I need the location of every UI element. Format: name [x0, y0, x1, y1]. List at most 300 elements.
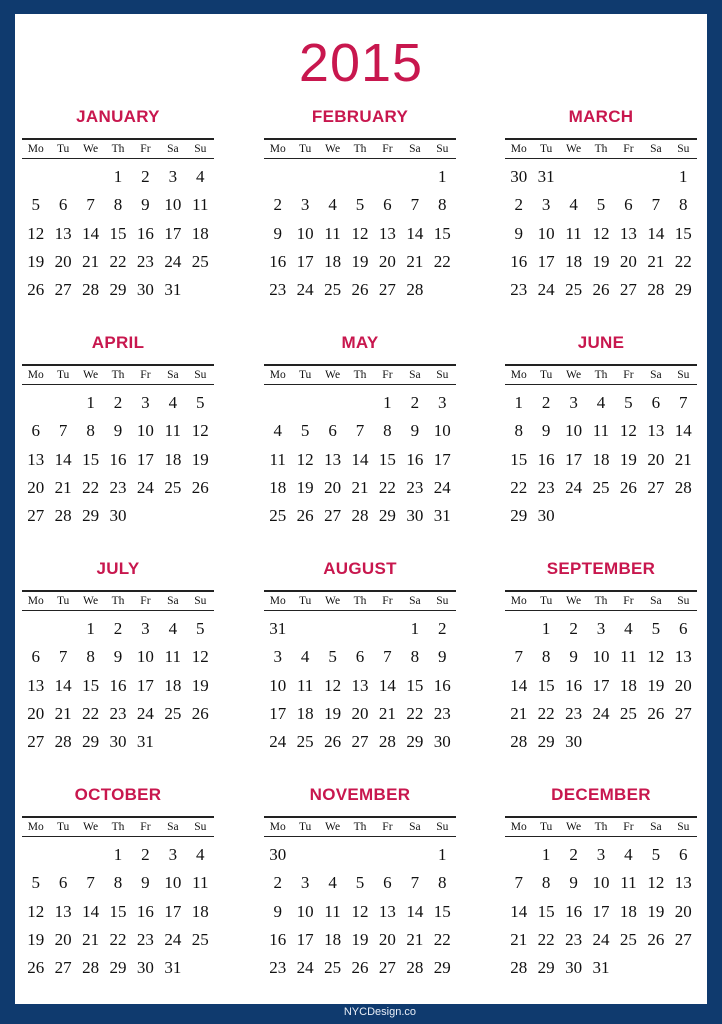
day-cell: [429, 276, 456, 304]
day-cell: [291, 841, 318, 869]
day-cell: 5: [651, 619, 661, 638]
day-cell: 9: [514, 223, 523, 243]
day-cell: [22, 163, 49, 191]
day-cell: 24: [136, 703, 154, 723]
weekday-label: Sa: [650, 595, 662, 607]
month-name: AUGUST: [323, 559, 397, 578]
day-cell: 23: [269, 280, 287, 300]
day-cell: 3: [438, 393, 447, 412]
day-cell: 22: [109, 929, 127, 949]
day-cell: 18: [296, 703, 314, 723]
day-cell: 7: [410, 873, 420, 893]
day-cell: 15: [674, 223, 692, 243]
day-cell: 6: [31, 647, 40, 667]
weekday-label: Fr: [140, 821, 151, 833]
day-cell: 25: [324, 958, 342, 978]
day-cell: 24: [164, 929, 182, 949]
day-cell: 16: [269, 251, 287, 271]
day-cell: 11: [296, 675, 314, 695]
day-cell: 19: [27, 929, 45, 949]
day-cell: 15: [82, 449, 100, 469]
day-cell: [77, 841, 104, 869]
day-cell: 22: [109, 251, 127, 271]
day-cell: 1: [383, 393, 392, 412]
day-cell: 29: [109, 958, 127, 978]
month-name: FEBRUARY: [311, 107, 409, 126]
day-cell: 4: [596, 393, 606, 412]
weekday-label: Fr: [382, 595, 393, 607]
day-cell: 8: [438, 873, 447, 893]
day-cell: 16: [269, 929, 287, 949]
weekday-label: Su: [436, 595, 449, 607]
day-cell: 15: [537, 901, 555, 921]
day-cell: 23: [565, 929, 583, 949]
day-cell: [319, 615, 346, 643]
day-cell: [49, 841, 76, 869]
day-cell: 4: [273, 421, 282, 441]
day-cell: 20: [54, 929, 72, 949]
day-cell: 24: [296, 280, 314, 300]
day-cell: 18: [164, 675, 182, 695]
weekday-label: Th: [353, 595, 367, 607]
weekday-label: Sa: [167, 595, 179, 607]
weekday-label: Mo: [27, 369, 44, 381]
day-cell: [615, 163, 642, 191]
day-cell: 21: [351, 477, 369, 497]
day-cell: 3: [141, 393, 150, 412]
day-cell: 19: [296, 477, 314, 497]
day-cell: 27: [27, 732, 45, 752]
weekday-label: We: [83, 143, 99, 155]
day-cell: 6: [355, 647, 365, 667]
day-cell: 27: [674, 703, 692, 723]
day-cell: 12: [296, 449, 314, 469]
footer: [0, 1004, 722, 1024]
weekday-label: Tu: [539, 143, 553, 155]
day-cell: [615, 954, 642, 982]
day-cell: [587, 728, 614, 756]
day-cell: 6: [383, 873, 392, 893]
day-grid: [264, 163, 456, 304]
day-cell: 10: [296, 901, 314, 921]
day-cell: 27: [378, 280, 396, 300]
day-cell: 26: [351, 280, 369, 300]
day-grid: [505, 163, 697, 304]
day-cell: 4: [196, 167, 205, 186]
day-cell: 15: [378, 449, 396, 469]
month-may: [264, 332, 456, 530]
day-cell: 1: [679, 167, 688, 186]
weekday-label: Fr: [140, 369, 151, 381]
day-cell: 18: [324, 251, 342, 271]
day-cell: 12: [27, 223, 45, 243]
day-cell: 14: [406, 223, 424, 243]
weekday-label: Th: [111, 821, 125, 833]
month-name: APRIL: [91, 333, 145, 352]
day-cell: 19: [619, 449, 637, 469]
day-cell: 14: [54, 675, 72, 695]
weekday-header: [264, 590, 456, 611]
day-cell: 3: [569, 393, 578, 412]
weekday-header: [505, 590, 697, 611]
day-cell: 17: [269, 703, 287, 723]
day-cell: 27: [674, 929, 692, 949]
day-cell: 23: [109, 477, 127, 497]
day-cell: 30: [136, 280, 154, 300]
day-cell: 14: [510, 675, 528, 695]
day-cell: [291, 615, 318, 643]
weekday-header: [22, 364, 214, 385]
weekday-label: Sa: [409, 821, 421, 833]
day-cell: 3: [596, 845, 606, 864]
day-cell: 27: [647, 477, 665, 497]
day-cell: 11: [192, 873, 209, 893]
day-cell: 20: [324, 477, 342, 497]
day-cell: 30: [565, 958, 583, 978]
day-cell: [670, 502, 697, 530]
day-cell: 27: [378, 958, 396, 978]
day-cell: 16: [510, 251, 528, 271]
day-cell: 21: [82, 929, 100, 949]
day-cell: [670, 728, 697, 756]
day-cell: 6: [31, 421, 40, 441]
weekday-header: [505, 816, 697, 837]
day-cell: 22: [433, 251, 451, 271]
month-february: [264, 106, 456, 304]
day-cell: 14: [674, 421, 692, 441]
day-cell: 16: [433, 675, 451, 695]
day-cell: 17: [136, 449, 154, 469]
day-cell: 8: [113, 873, 123, 893]
day-cell: 27: [54, 280, 72, 300]
day-cell: 28: [82, 958, 100, 978]
day-cell: 22: [674, 251, 692, 271]
day-cell: 25: [296, 732, 314, 752]
weekday-label: We: [83, 369, 99, 381]
weekday-label: Sa: [650, 821, 662, 833]
weekday-label: Su: [194, 595, 207, 607]
day-cell: [187, 954, 214, 982]
weekday-label: Tu: [298, 143, 312, 155]
day-cell: 9: [141, 195, 150, 215]
weekday-label: Fr: [140, 595, 151, 607]
weekday-label: Tu: [56, 595, 70, 607]
day-cell: [615, 728, 642, 756]
day-cell: 17: [136, 675, 154, 695]
weekday-label: Fr: [382, 369, 393, 381]
weekday-label: Su: [677, 595, 690, 607]
day-grid: [505, 389, 697, 530]
day-grid: [505, 615, 697, 756]
day-cell: 12: [647, 647, 665, 667]
weekday-label: Mo: [510, 821, 527, 833]
weekday-header: [22, 816, 214, 837]
month-october: [22, 784, 214, 982]
day-cell: [319, 163, 346, 191]
day-cell: 22: [82, 477, 100, 497]
day-cell: 5: [651, 845, 661, 864]
day-cell: [291, 163, 318, 191]
day-cell: 9: [273, 223, 282, 243]
day-cell: 11: [620, 647, 637, 667]
weekday-header: [22, 138, 214, 159]
weekday-label: We: [566, 821, 582, 833]
day-cell: 13: [674, 647, 692, 667]
weekday-label: Mo: [269, 595, 286, 607]
day-cell: 5: [624, 393, 633, 412]
day-cell: 12: [351, 223, 369, 243]
day-cell: 31: [136, 732, 154, 752]
day-cell: 22: [378, 477, 396, 497]
day-cell: 21: [510, 929, 528, 949]
day-cell: 18: [191, 223, 209, 243]
month-january: [22, 106, 214, 304]
day-cell: 13: [674, 873, 692, 893]
day-cell: 30: [510, 167, 528, 186]
day-cell: 8: [86, 647, 95, 667]
weekday-label: Su: [194, 143, 207, 155]
day-cell: [187, 276, 214, 304]
weekday-label: Su: [677, 821, 690, 833]
month-name: MARCH: [568, 107, 634, 126]
day-cell: 13: [27, 675, 45, 695]
day-cell: 28: [674, 477, 692, 497]
day-cell: 29: [109, 280, 127, 300]
day-cell: 10: [269, 675, 287, 695]
day-cell: 20: [351, 703, 369, 723]
day-cell: 29: [433, 958, 451, 978]
day-cell: [49, 615, 76, 643]
weekday-label: We: [566, 595, 582, 607]
weekday-label: Tu: [56, 369, 70, 381]
day-cell: 26: [191, 477, 209, 497]
weekday-label: Sa: [167, 821, 179, 833]
weekday-label: Fr: [382, 143, 393, 155]
weekday-label: Su: [677, 369, 690, 381]
day-cell: 7: [514, 873, 523, 893]
day-cell: 15: [109, 223, 127, 243]
day-cell: 13: [351, 675, 369, 695]
day-cell: 29: [674, 280, 692, 300]
day-cell: 22: [537, 703, 555, 723]
weekday-label: Mo: [269, 369, 286, 381]
day-cell: 18: [269, 477, 287, 497]
day-cell: 12: [351, 901, 369, 921]
day-cell: 5: [196, 619, 205, 638]
day-cell: 15: [109, 901, 127, 921]
weekday-label: Mo: [510, 143, 527, 155]
day-cell: 17: [164, 901, 182, 921]
day-cell: 26: [592, 280, 610, 300]
day-cell: 21: [378, 703, 396, 723]
day-cell: 1: [541, 845, 551, 864]
day-cell: 13: [324, 449, 342, 469]
day-cell: 19: [351, 929, 369, 949]
weekday-header: [22, 590, 214, 611]
weekday-label: Sa: [409, 143, 421, 155]
day-cell: 16: [109, 675, 127, 695]
day-cell: 22: [510, 477, 528, 497]
day-cell: 16: [406, 449, 424, 469]
day-cell: [642, 163, 669, 191]
day-cell: [505, 615, 532, 643]
day-cell: 2: [514, 195, 523, 215]
day-cell: 6: [624, 195, 633, 215]
weekday-label: Tu: [298, 595, 312, 607]
day-cell: 23: [565, 703, 583, 723]
day-cell: 24: [592, 929, 610, 949]
month-name: JANUARY: [76, 107, 160, 126]
day-cell: 16: [109, 449, 127, 469]
day-cell: 9: [569, 647, 578, 667]
day-cell: [401, 163, 428, 191]
day-cell: 12: [324, 675, 342, 695]
weekday-label: Fr: [140, 143, 151, 155]
weekday-header: [505, 364, 697, 385]
month-march: [505, 106, 697, 304]
day-cell: 3: [541, 195, 551, 215]
weekday-label: Th: [594, 143, 608, 155]
day-cell: 21: [406, 251, 424, 271]
day-cell: 19: [324, 703, 342, 723]
day-cell: 19: [647, 901, 665, 921]
day-cell: 15: [537, 675, 555, 695]
day-cell: 4: [624, 845, 633, 864]
day-cell: 21: [82, 251, 100, 271]
day-cell: 23: [433, 703, 451, 723]
month-december: [505, 784, 697, 982]
day-cell: 10: [136, 421, 154, 441]
day-cell: 17: [537, 251, 555, 271]
month-name: NOVEMBER: [309, 785, 411, 804]
day-cell: 11: [324, 223, 341, 243]
day-cell: 16: [136, 901, 154, 921]
day-cell: 14: [351, 449, 369, 469]
weekday-label: Sa: [167, 143, 179, 155]
weekday-label: Mo: [269, 821, 286, 833]
month-november: [264, 784, 456, 982]
weekday-label: Fr: [382, 821, 393, 833]
month-april: [22, 332, 214, 530]
month-september: [505, 558, 697, 756]
month-name: OCTOBER: [74, 785, 162, 804]
day-cell: 6: [58, 873, 68, 893]
day-cell: 20: [27, 477, 45, 497]
day-cell: 26: [351, 958, 369, 978]
day-cell: 11: [164, 647, 182, 667]
day-cell: 23: [109, 703, 127, 723]
weekday-label: Tu: [539, 821, 553, 833]
day-cell: 28: [510, 958, 528, 978]
weekday-label: Sa: [650, 143, 662, 155]
weekday-label: Tu: [298, 821, 312, 833]
day-cell: 27: [619, 280, 637, 300]
day-cell: 7: [58, 421, 68, 441]
day-cell: [346, 841, 373, 869]
day-cell: [291, 389, 318, 417]
day-cell: 28: [82, 280, 100, 300]
day-cell: 24: [269, 732, 287, 752]
day-cell: [587, 502, 614, 530]
day-cell: [642, 954, 669, 982]
day-cell: 20: [619, 251, 637, 271]
day-cell: 10: [164, 195, 182, 215]
day-cell: 1: [86, 619, 95, 638]
day-cell: 10: [592, 647, 610, 667]
weekday-label: We: [83, 821, 99, 833]
month-name: SEPTEMBER: [546, 559, 656, 578]
day-cell: 3: [168, 167, 178, 186]
month-name: JUNE: [577, 333, 625, 352]
day-cell: 30: [269, 845, 287, 864]
day-cell: 24: [164, 251, 182, 271]
weekday-header: [264, 816, 456, 837]
day-cell: 14: [54, 449, 72, 469]
day-cell: [159, 728, 186, 756]
day-cell: 13: [54, 223, 72, 243]
weekday-label: Tu: [539, 595, 553, 607]
day-cell: 25: [164, 477, 182, 497]
day-cell: 14: [510, 901, 528, 921]
day-cell: 4: [300, 647, 310, 667]
day-cell: 23: [136, 929, 154, 949]
day-cell: 30: [433, 732, 451, 752]
day-cell: 10: [164, 873, 182, 893]
day-cell: 17: [433, 449, 451, 469]
day-cell: 31: [269, 619, 287, 638]
day-cell: 23: [537, 477, 555, 497]
day-cell: 12: [647, 873, 665, 893]
day-grid: [22, 163, 214, 304]
day-cell: 19: [592, 251, 610, 271]
day-grid: [22, 615, 214, 756]
day-cell: 8: [514, 421, 523, 441]
day-cell: 18: [324, 929, 342, 949]
day-cell: [346, 615, 373, 643]
day-cell: 13: [378, 223, 396, 243]
day-cell: [505, 841, 532, 869]
day-cell: 12: [191, 647, 209, 667]
day-cell: 4: [569, 195, 578, 215]
weekday-label: Mo: [27, 143, 44, 155]
weekday-label: We: [566, 143, 582, 155]
day-cell: 12: [592, 223, 610, 243]
day-cell: 23: [406, 477, 424, 497]
weekday-label: Su: [677, 143, 690, 155]
day-cell: 24: [592, 703, 610, 723]
day-cell: [615, 502, 642, 530]
day-cell: 1: [438, 167, 447, 186]
day-cell: 1: [410, 619, 420, 638]
day-cell: 8: [541, 647, 551, 667]
day-cell: [642, 502, 669, 530]
day-cell: 14: [82, 223, 100, 243]
calendar-sheet: [15, 14, 707, 1004]
day-cell: 20: [674, 675, 692, 695]
day-cell: 7: [514, 647, 523, 667]
weekday-label: Sa: [409, 595, 421, 607]
weekday-label: We: [325, 821, 341, 833]
day-cell: 19: [647, 675, 665, 695]
day-cell: 16: [537, 449, 555, 469]
day-cell: 24: [136, 477, 154, 497]
weekday-label: Th: [111, 143, 125, 155]
day-cell: 31: [164, 280, 182, 300]
weekday-label: Th: [594, 369, 608, 381]
day-cell: 31: [433, 506, 451, 526]
day-cell: 14: [647, 223, 665, 243]
day-cell: 28: [647, 280, 665, 300]
